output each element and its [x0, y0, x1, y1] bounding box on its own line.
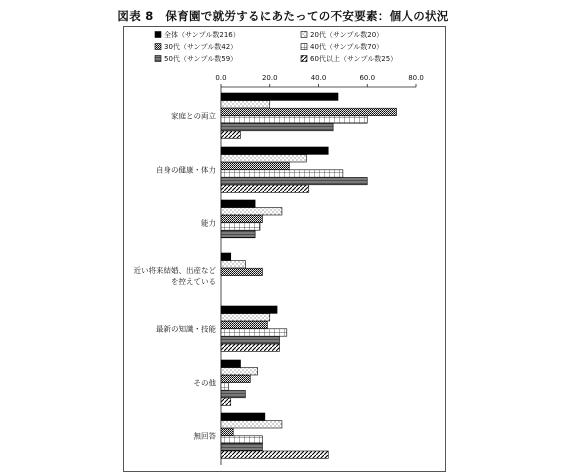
x-tick-label: 20.0 [261, 74, 278, 82]
legend-label: 20代（サンプル数20） [310, 31, 384, 39]
bar-solid [221, 413, 265, 420]
bar-solid [221, 306, 277, 313]
category-label: 無回答 [193, 431, 216, 441]
bar-dense [221, 215, 262, 222]
legend-label: 40代（サンプル数70） [310, 43, 384, 51]
category-labels [134, 110, 217, 440]
bar-grid [221, 436, 262, 443]
bar-grid [221, 116, 367, 123]
bar-stripes [221, 443, 262, 450]
legend-swatch [155, 44, 161, 50]
x-tick-label: 0.0 [215, 74, 227, 82]
bar-dots [221, 421, 282, 428]
category-label: その他 [193, 378, 216, 388]
bar-dots [221, 155, 306, 162]
bar-dense [221, 375, 250, 382]
bar-dots [221, 261, 245, 268]
bar-chart [124, 27, 447, 473]
bar-stripes [221, 123, 333, 130]
x-tick-label: 40.0 [310, 74, 327, 82]
legend [155, 30, 397, 63]
legend-swatch [155, 56, 161, 62]
bar-solid [221, 147, 328, 154]
bar-dots [221, 368, 258, 375]
bar-grid [221, 329, 287, 336]
figure-title: 図表 8 保育園で就労するにあたっての不安要素：個人の状況 [117, 9, 449, 23]
bar-dense [221, 321, 267, 328]
bar-diag [221, 185, 309, 192]
bar-solid [221, 253, 231, 260]
legend-swatch [301, 32, 307, 38]
legend-swatch [301, 56, 307, 62]
bar-dots [221, 101, 270, 108]
bar-diag [221, 131, 241, 138]
bar-stripes [221, 336, 280, 343]
bar-dots [221, 314, 270, 321]
category-label: 家庭との両立 [171, 111, 216, 121]
bar-stripes [221, 177, 367, 184]
bar-dots [221, 208, 282, 215]
bar-solid [221, 360, 241, 367]
bars [221, 93, 397, 458]
bar-stripes [221, 390, 245, 397]
legend-label: 全体（サンプル数216） [164, 31, 240, 39]
legend-label: 60代以上（サンプル数25） [310, 55, 398, 63]
x-tick-label: 60.0 [359, 74, 376, 82]
legend-label: 30代（サンプル数42） [164, 43, 238, 51]
legend-swatch [301, 44, 307, 50]
bar-dense [221, 268, 262, 275]
legend-swatch [155, 32, 161, 38]
bar-diag [221, 344, 280, 351]
category-label: 近い将来結婚、出産など [133, 265, 216, 275]
bar-solid [221, 200, 255, 207]
bar-solid [221, 93, 338, 100]
bar-grid [221, 383, 228, 390]
bar-stripes [221, 230, 255, 237]
x-tick-label: 80.0 [408, 74, 424, 82]
bar-diag [221, 451, 328, 458]
bar-dense [221, 428, 233, 435]
bar-dense [221, 162, 289, 169]
bar-diag [221, 398, 231, 405]
legend-label: 50代（サンプル数59） [164, 55, 238, 63]
chart-frame [123, 26, 446, 472]
bar-grid [221, 170, 343, 177]
category-label: 最新の知識・技能 [156, 324, 216, 334]
category-label: を控えている [171, 276, 216, 286]
bar-grid [221, 223, 260, 230]
category-label: 能力 [201, 218, 216, 228]
bar-dense [221, 108, 397, 115]
category-label: 自身の健康・体力 [156, 165, 216, 175]
